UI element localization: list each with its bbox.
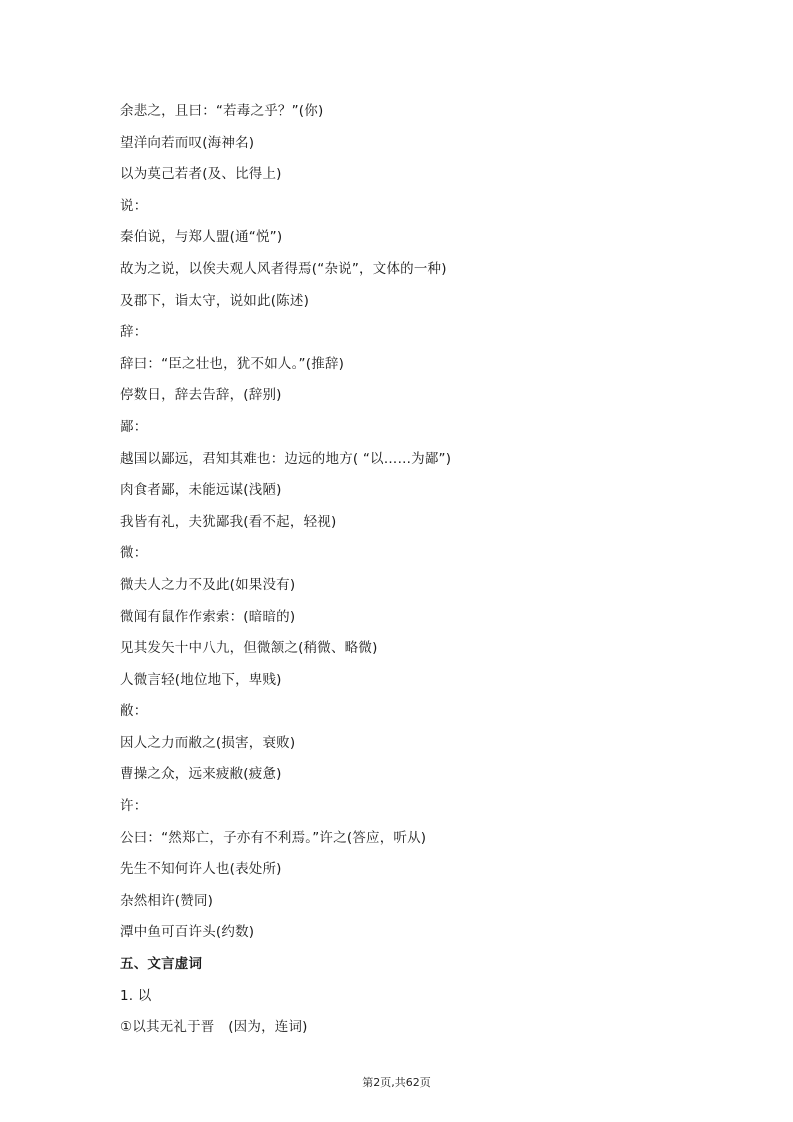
text-line: 先生不知何许人也(表处所)	[120, 861, 282, 878]
text-line: 及郡下，诣太守，说如此(陈述)	[120, 292, 310, 309]
text-line: 越国以鄙远，君知其难也：边远的地方( “以……为鄙”)	[120, 450, 452, 467]
text-line: 杂然相许(赞同)	[120, 892, 214, 909]
text-line: 望洋向若而叹(海神名)	[120, 134, 255, 151]
text-line: 微：	[120, 545, 148, 562]
text-line: 我皆有礼，夫犹鄙我(看不起，轻视)	[120, 513, 337, 530]
text-line: 秦伯说，与郑人盟(通“悦”)	[120, 229, 283, 246]
page-number-footer: 第2页,共62页	[362, 1076, 431, 1089]
text-line: 潭中鱼可百许头(约数)	[120, 924, 255, 941]
text-line: 人微言轻(地位地下，卑贱)	[120, 671, 282, 688]
section-heading: 五、文言虚词	[120, 956, 203, 973]
text-line: 以为莫己若者(及、比得上)	[120, 166, 282, 183]
text-line: ①以其无礼于晋 (因为，连词)	[120, 1019, 308, 1036]
text-line: 停数日，辞去告辞，(辞别)	[120, 387, 282, 404]
text-line: 说：	[120, 197, 148, 214]
text-line: 微闻有鼠作作索索：(暗暗的)	[120, 608, 296, 625]
text-line: 鄙：	[120, 418, 148, 435]
text-line: 故为之说，以俟夫观人风者得焉(“杂说”，文体的一种)	[120, 260, 447, 277]
text-line: 1. 以	[120, 987, 152, 1004]
text-line: 公曰：“然郑亡，子亦有不利焉。”许之(答应，听从)	[120, 829, 427, 846]
text-line: 曹操之众，远来疲敝(疲惫)	[120, 766, 282, 783]
document-body	[120, 101, 740, 1049]
text-line: 辞：	[120, 324, 148, 341]
text-line: 许：	[120, 798, 148, 815]
text-line: 辞曰：“臣之壮也，犹不如人。”(推辞)	[120, 355, 345, 372]
text-line: 余悲之，且曰：“若毒之乎？”(你)	[120, 103, 324, 119]
text-line: 肉食者鄙，未能远谋(浅陋)	[120, 482, 282, 499]
text-line: 因人之力而敝之(损害，衰败)	[120, 734, 296, 751]
text-line: 微夫人之力不及此(如果没有)	[120, 576, 296, 593]
text-line: 敝：	[120, 703, 148, 720]
text-line: 见其发矢十中八九，但微颔之(稍微、略微)	[120, 640, 378, 657]
